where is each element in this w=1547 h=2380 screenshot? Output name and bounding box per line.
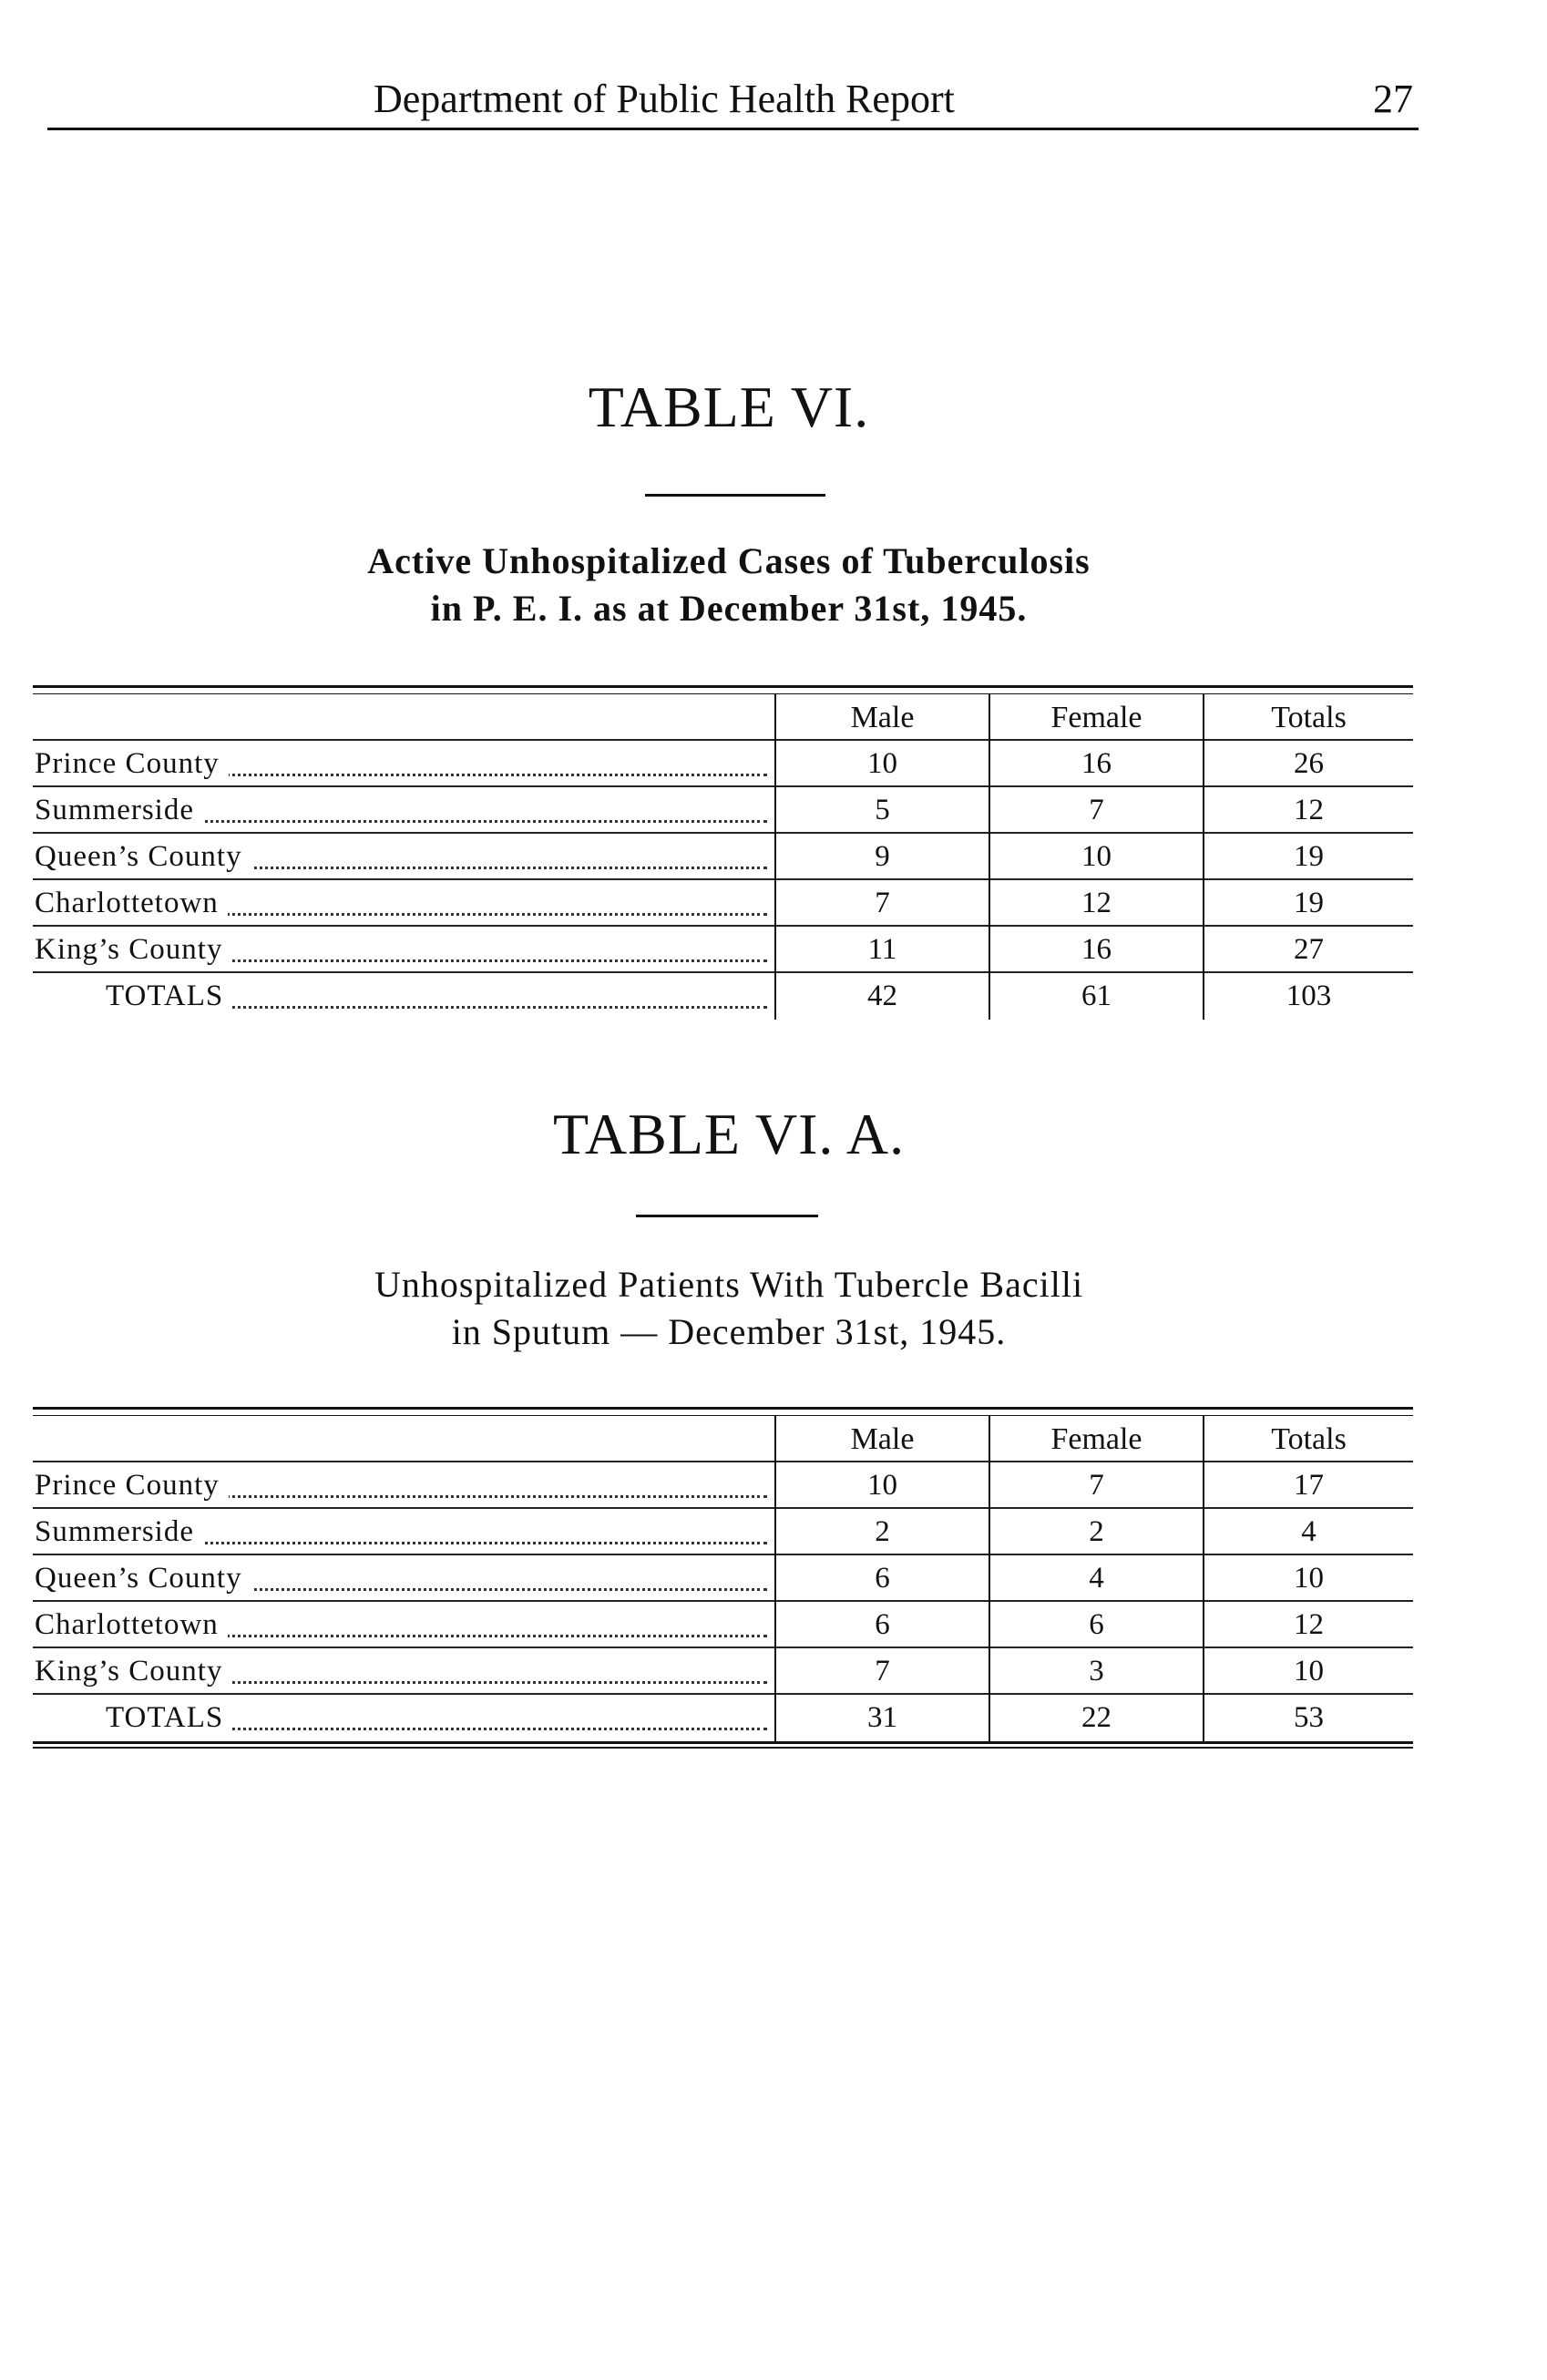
cell-male: 6 xyxy=(774,1555,989,1602)
cell-male: 2 xyxy=(774,1509,989,1555)
table-vi-a-title: TABLE VI. A. xyxy=(552,1102,906,1166)
column-header-female: Female xyxy=(989,694,1203,741)
cell-female: 16 xyxy=(989,741,1203,787)
totals-row xyxy=(33,1695,1413,1741)
row-label: King’s County xyxy=(35,1648,771,1695)
table-row xyxy=(33,927,1413,973)
row-label: Prince County xyxy=(35,741,771,787)
table-bottom-rule xyxy=(33,1741,1413,1749)
cell-totals: 12 xyxy=(1203,787,1413,834)
page-number: 27 xyxy=(1373,77,1413,121)
cell-totals: 10 xyxy=(1203,1555,1413,1602)
cell-totals: 26 xyxy=(1203,741,1413,787)
cell-male: 9 xyxy=(774,834,989,880)
cell-female: 12 xyxy=(989,880,1203,927)
cell-totals: 4 xyxy=(1203,1509,1413,1555)
cell-female: 2 xyxy=(989,1509,1203,1555)
cell-totals: 10 xyxy=(1203,1648,1413,1695)
cell-totals: 19 xyxy=(1203,880,1413,927)
row-label: Queen’s County xyxy=(35,1555,771,1602)
table-vi-a-subtitle xyxy=(0,1261,1458,1356)
cell-male: 6 xyxy=(774,1602,989,1648)
cell-male: 10 xyxy=(774,741,989,787)
cell-totals: 17 xyxy=(1203,1462,1413,1509)
cell-female: 3 xyxy=(989,1648,1203,1695)
table-vi-subtitle xyxy=(0,538,1458,632)
table-row xyxy=(33,834,1413,880)
column-header-totals: Totals xyxy=(1203,694,1413,741)
cell-totals: 19 xyxy=(1203,834,1413,880)
table-row xyxy=(33,741,1413,787)
table-vi-a xyxy=(33,1407,1413,1749)
table-vi-title: TABLE VI. xyxy=(588,374,870,439)
row-label: Queen’s County xyxy=(35,834,771,880)
table-header-row xyxy=(33,694,1413,741)
cell-totals: 53 xyxy=(1203,1695,1413,1741)
cell-totals: 27 xyxy=(1203,927,1413,973)
table-vi xyxy=(33,685,1413,1020)
table-header-row xyxy=(33,1416,1413,1462)
table-row xyxy=(33,1648,1413,1695)
column-header-male: Male xyxy=(774,694,989,741)
report-title: Department of Public Health Report xyxy=(374,77,955,121)
cell-male: 5 xyxy=(774,787,989,834)
cell-male: 31 xyxy=(774,1695,989,1741)
table-row xyxy=(33,787,1413,834)
column-header-male: Male xyxy=(774,1416,989,1462)
cell-female: 7 xyxy=(989,1462,1203,1509)
table-row xyxy=(33,1462,1413,1509)
cell-female: 7 xyxy=(989,787,1203,834)
row-label: Summerside xyxy=(35,787,771,834)
column-header-totals: Totals xyxy=(1203,1416,1413,1462)
table-vi-title-rule xyxy=(645,494,825,497)
cell-female: 16 xyxy=(989,927,1203,973)
table-row xyxy=(33,1555,1413,1602)
cell-male: 7 xyxy=(774,1648,989,1695)
cell-totals: 103 xyxy=(1203,973,1413,1020)
table-row xyxy=(33,1602,1413,1648)
cell-male: 11 xyxy=(774,927,989,973)
column-header-female: Female xyxy=(989,1416,1203,1462)
cell-male: 42 xyxy=(774,973,989,1020)
cell-female: 4 xyxy=(989,1555,1203,1602)
table-vi-subtitle-line2: in P. E. I. as at December 31st, 1945. xyxy=(430,588,1028,629)
row-label: Prince County xyxy=(35,1462,771,1509)
cell-female: 61 xyxy=(989,973,1203,1020)
cell-male: 7 xyxy=(774,880,989,927)
table-top-rule xyxy=(33,1407,1413,1416)
cell-female: 22 xyxy=(989,1695,1203,1741)
table-row xyxy=(33,880,1413,927)
row-label: TOTALS xyxy=(35,1695,771,1741)
running-header xyxy=(47,71,1419,130)
row-label: TOTALS xyxy=(35,973,771,1020)
cell-totals: 12 xyxy=(1203,1602,1413,1648)
row-label: King’s County xyxy=(35,927,771,973)
row-label: Charlottetown xyxy=(35,1602,771,1648)
cell-female: 6 xyxy=(989,1602,1203,1648)
table-vi-a-subtitle-line1: Unhospitalized Patients With Tubercle Bacilli xyxy=(374,1264,1084,1305)
header-blank-cell xyxy=(35,694,771,741)
table-row xyxy=(33,1509,1413,1555)
table-vi-a-title-rule xyxy=(636,1215,818,1217)
cell-male: 10 xyxy=(774,1462,989,1509)
table-vi-a-subtitle-line2: in Sputum — December 31st, 1945. xyxy=(451,1311,1007,1352)
header-blank-cell xyxy=(35,1416,771,1462)
table-vi-subtitle-line1: Active Unhospitalized Cases of Tuberculosis xyxy=(367,540,1091,581)
row-label: Charlottetown xyxy=(35,880,771,927)
cell-female: 10 xyxy=(989,834,1203,880)
row-label: Summerside xyxy=(35,1509,771,1555)
totals-row xyxy=(33,973,1413,1020)
table-top-rule xyxy=(33,685,1413,694)
